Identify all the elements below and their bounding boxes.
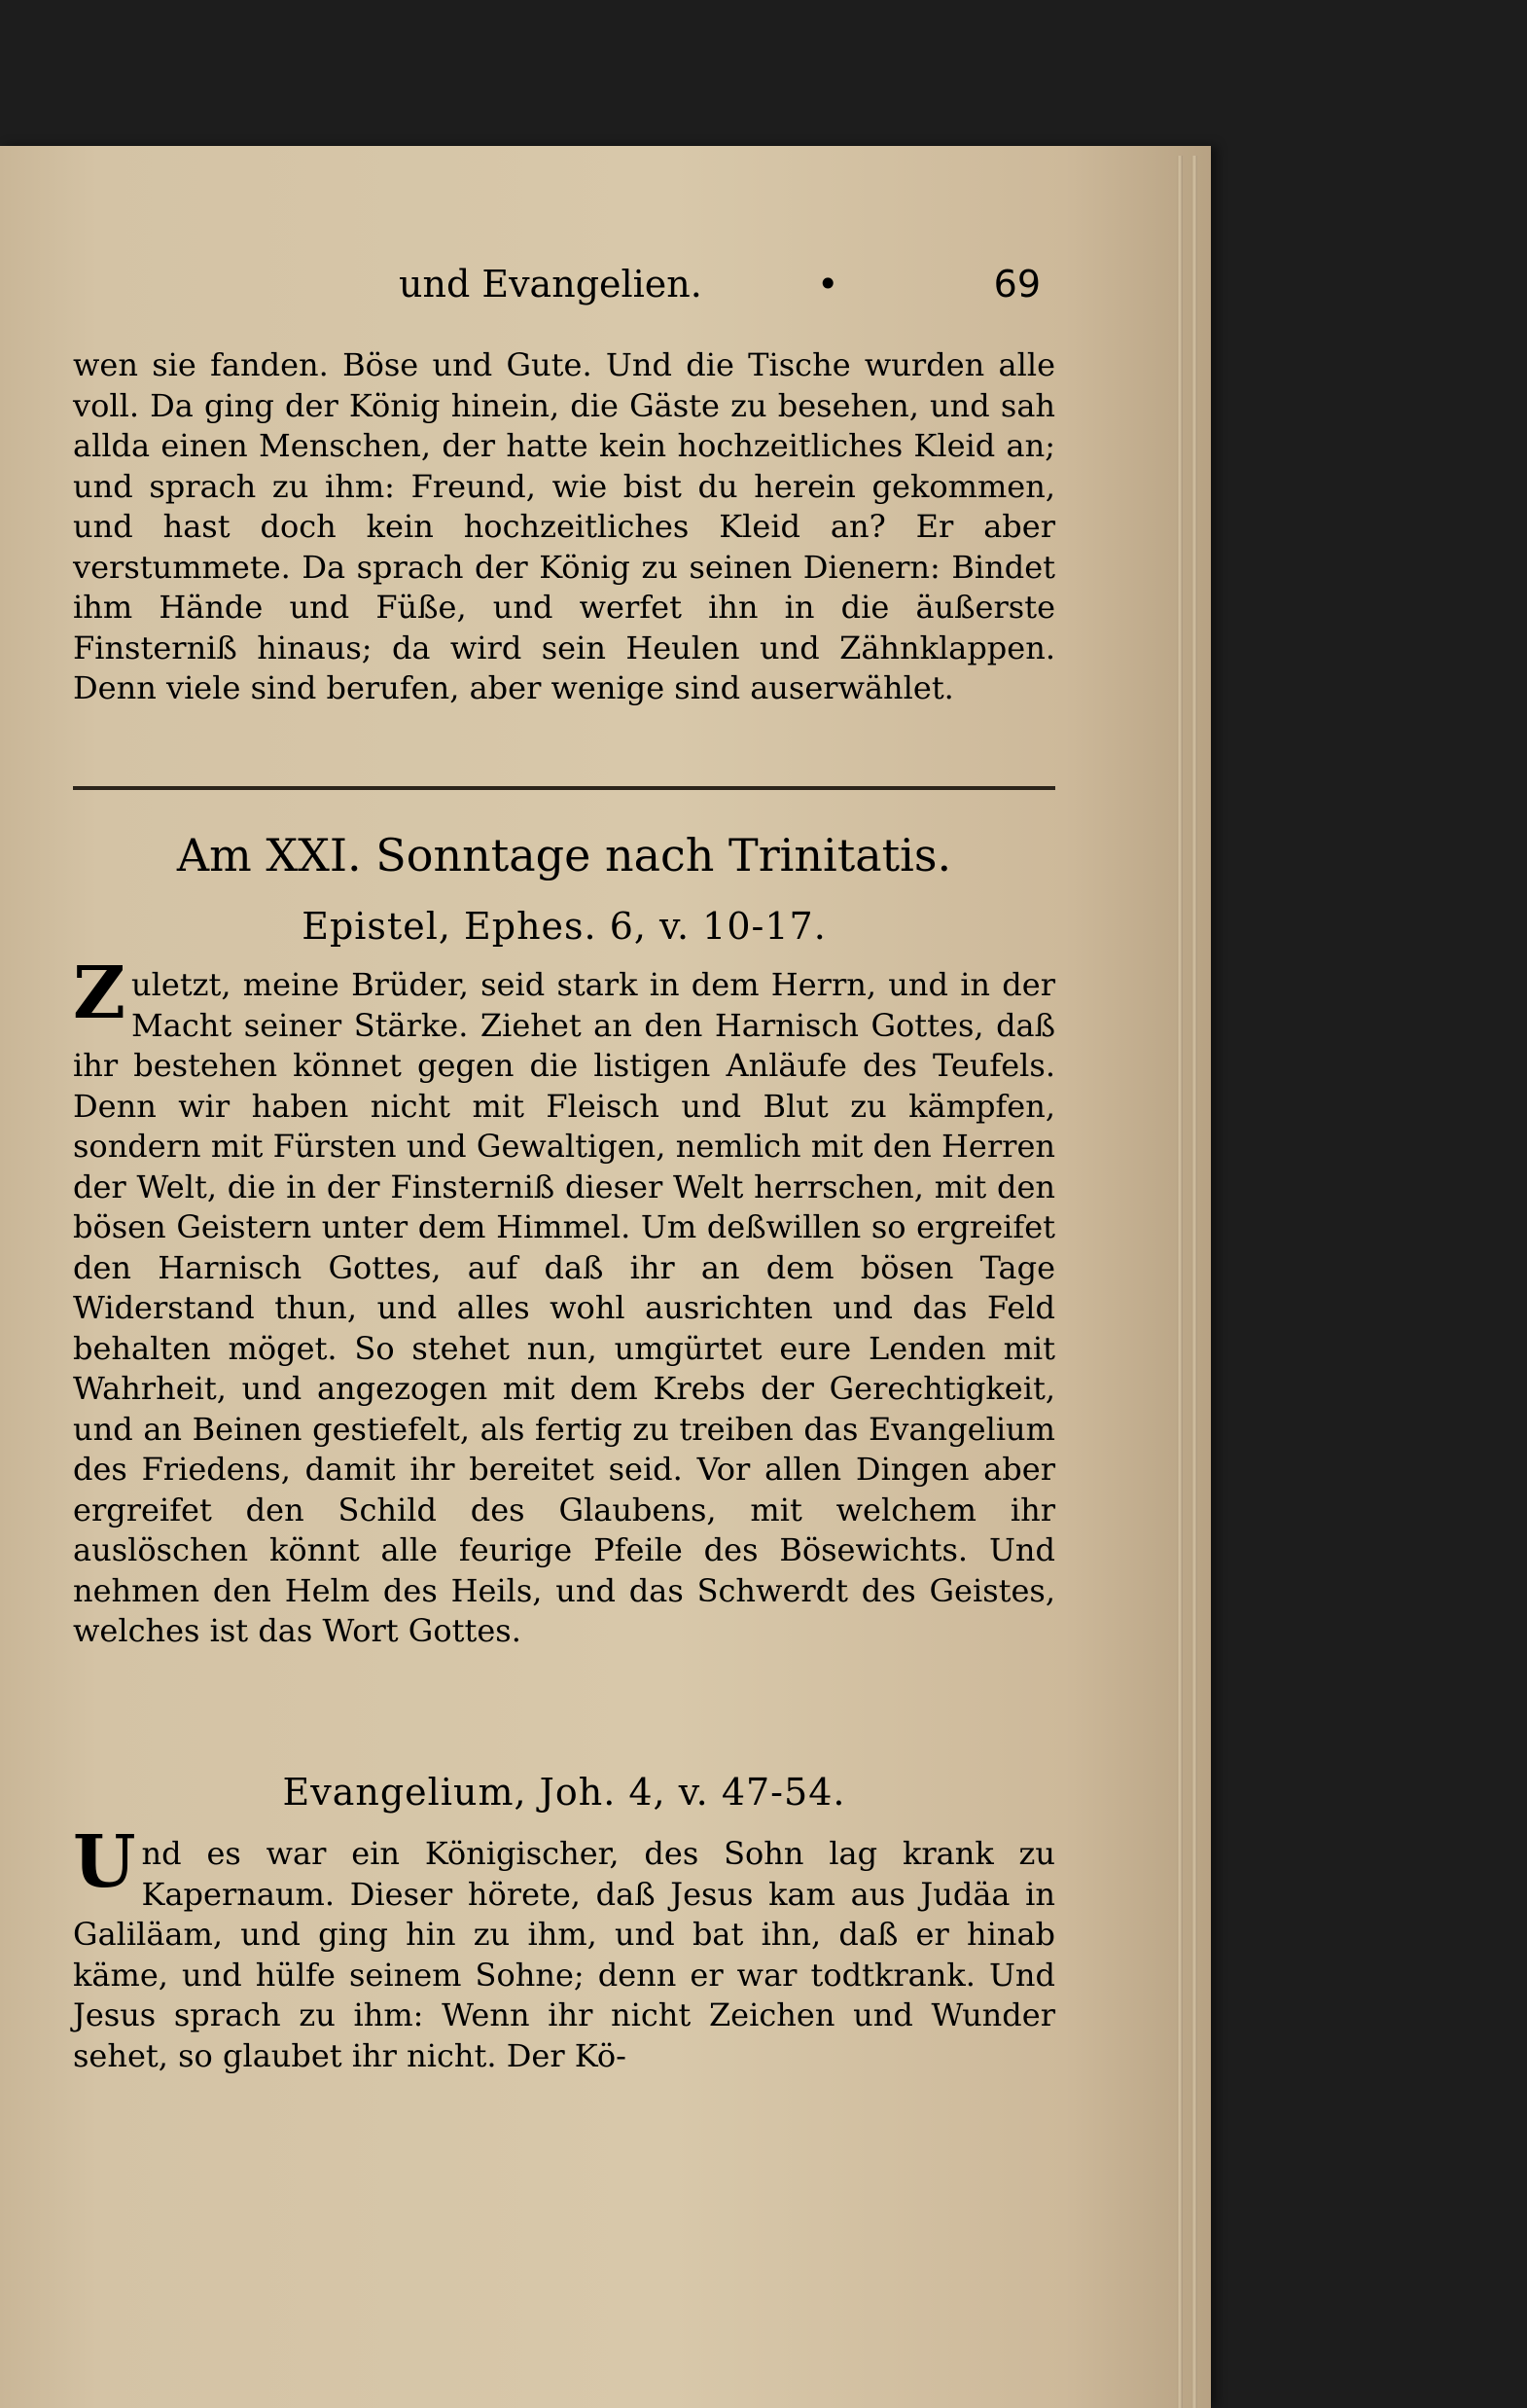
- epistle-heading: Epistel, Ephes. 6, v. 10-17.: [302, 905, 827, 948]
- drop-cap: Z: [73, 952, 126, 1035]
- paragraph: nd es war ein Königischer, des Sohn lag krank zu Kapernaum. Dieser hörete, daß Jesus kam aus Judäa in Galiläam, und ging hin zu ihm, und bat ihn, daß er hinab käme, und hülfe seinem Sohne; denn er war todtkrank. Und Jesus sprach zu ihm: Wenn ihr nicht Zeichen und Wunder sehet, so glaubet ihr nicht. Der Kö-: [73, 1835, 1055, 2074]
- parable-ending: [73, 345, 1055, 709]
- epistle-text: [73, 952, 1055, 1652]
- paragraph: wen sie fanden. Böse und Gute. Und die Tische wurden alle voll. Da ging der König hinein, die Gäste zu besehen, und sah allda einen Menschen, der hatte kein hochzeitliches Kleid an; und sprach zu ihm: Freund, wie bist du herein gekommen, und hast doch kein hochzeitliches Kleid an? Er aber verstummete. Da sprach der König zu seinen Dienern: Bindet ihm Hände und Füße, und werfet ihn in die äußerste Finsterniß hinaus; da wird sein Heulen und Zähnklappen. Denn viele sind berufen, aber wenige sind auserwählet.: [73, 346, 1055, 706]
- gospel-heading: Evangelium, Joh. 4, v. 47-54.: [282, 1771, 846, 1814]
- gospel-text: [73, 1820, 1055, 2076]
- section-rule: [73, 786, 1055, 790]
- sunday-heading: Am XXI. Sonntage nach Trinitatis.: [176, 829, 952, 881]
- page-edge: [1191, 156, 1197, 2408]
- page-edge: [1177, 156, 1183, 2408]
- running-title: und Evangelien.: [399, 263, 702, 305]
- drop-cap: U: [73, 1820, 136, 1904]
- page-number: 69: [993, 263, 1041, 305]
- header-separator: •: [817, 263, 839, 305]
- running-header: [233, 263, 1041, 331]
- paragraph: uletzt, meine Brüder, seid stark in dem Herrn, und in der Macht seiner Stärke. Ziehet an den Harnisch Gottes, daß ihr bestehen könnet gegen die listigen Anläufe des Teufels. Denn wir haben nicht mit Fleisch und Blut zu kämpfen, sondern mit Fürsten und Gewaltigen, nemlich mit den Herren der Welt, die in der Finsterniß dieser Welt herrschen, mit den bösen Geistern unter dem Himmel. Um deßwillen so ergreifet den Harnisch Gottes, auf daß ihr an dem bösen Tage Widerstand thun, und alles wohl ausrichten und das Feld behalten möget. So stehet nun, umgürtet eure Lenden mit Wahrheit, und angezogen mit dem Krebs der Gerechtigkeit, und an Beinen gestiefelt, als fertig zu treiben das Evangelium des Friedens, damit ihr bereitet seid. Vor allen Dingen aber ergreifet den Schild des Glaubens, mit welchem ihr auslöschen könnt alle feurige Pfeile des Bösewichts. Und nehmen den Helm des Heils, und das Schwerdt des Geistes, welches ist das Wort Gottes.: [73, 966, 1055, 1649]
